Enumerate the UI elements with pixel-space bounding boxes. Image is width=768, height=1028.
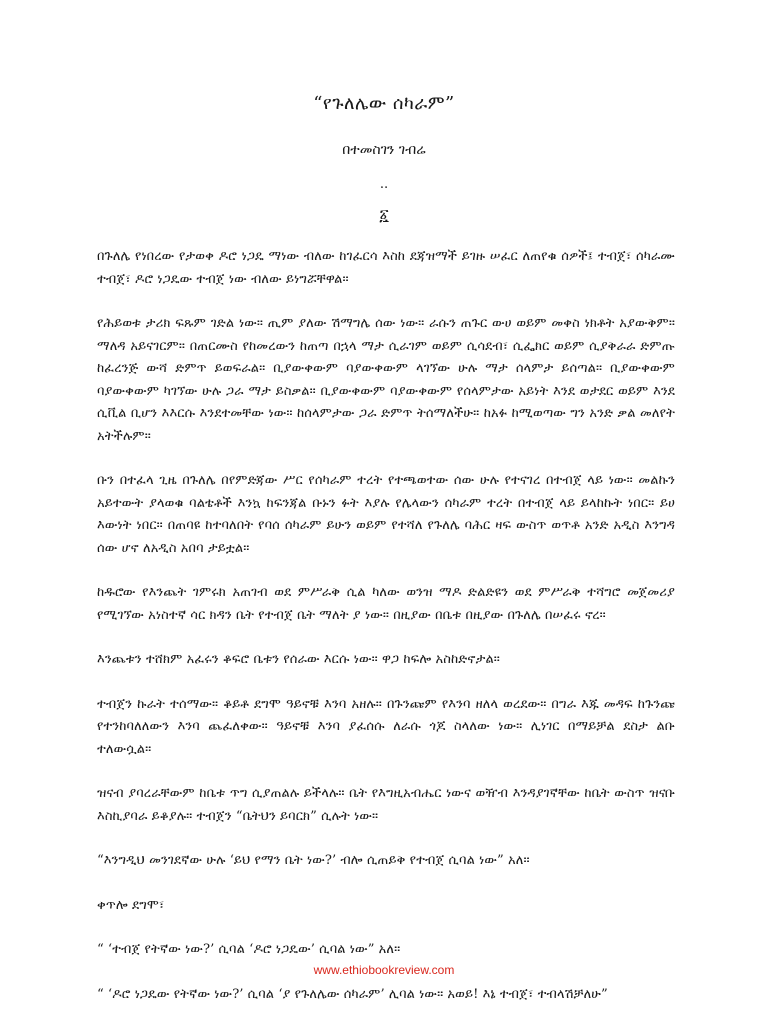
footer-website-link[interactable]: www.ethiobookreview.com	[313, 963, 455, 977]
body-paragraph: ተብጀን ኩራት ተሰማው። ቆይቶ ደግሞ ዓይኖቹ እንባ አዘሉ። በጉንጩም የእንባ ዘለላ ወረደው። በግራ እጁ መዳፍ ከጉንጩ የተንከባለለውን እንባ ጨፈለቀው። ዓይኖቹ እንባ ያፈሰሱ ለራሱ ጎጆ ስላለው ነው። ሊነገር በማይቻል ደስታ ልቡ ተለውሷል።	[97, 696, 675, 757]
body-paragraph: “ ‘ዶሮ ነጋዴው የትኛው ነው?’ ሲባል ‘ያ የጉለሌው ሰካራም’ ሊባል ነው። አወይ! እኔ ተብጀ፣ ተብላሽቻለሁ”	[97, 986, 608, 1002]
body-paragraph: “ ‘ተብጀ የትኛው ነው?’ ሲባል ‘ዶሮ ነጋዴው’ ሲባል ነው” አለ።	[97, 942, 401, 957]
separator-dots: ..	[379, 177, 389, 192]
page-title: “የጉለሌው ሰካራም”	[313, 93, 455, 114]
body-paragraph: ከዱሮው የእንጨት ገምሩክ አጠገብ ወደ ምሥራቅ ሲል ካለው ወንዝ ማዶ ድልድዩን ወደ ምሥራቅ ተሻግሮ መጀመሪያ የሚገኘው አነስተኛ ሳር ክዳን ቤት የተብጀ ቤት ማለት ያ ነው። በዚያው በቤቱ በዚያው በጉለሌ በሠፈሩ ኖረ።	[97, 585, 675, 623]
chapter-number: ፩	[379, 206, 389, 224]
body-paragraph: የሕይወቱ ታሪክ ፍጹም ገድል ነው። ጢም ያለው ሽማግሌ ሰው ነው። ራሱን ጠጉር ውሀ ወይም መቀስ ነክቶት አያውቅም። ማለዳ አይናገርም። በጠርሙስ የከመረውን ከጠጣ በኋላ ማታ ሲራገም ወይም ሲሳደብ፣ ሲፌክር ወይም ሲያቅራራ ድምጡ ከፈረንጅ ውሻ ድምጥ ይወፍራል። ቢያውቀውም ባያውቀውም ላገኘው ሁሉ ማታ ሰላምታ ይሰጣል። ቢያውቀውም ባያውቀውም ካገኘው ሁሉ ጋራ ማታ ይስቃል። ቢያውቀውም ባያውቀውም የሰላምታው አይነት እንደ ወታደር ወይም እንደ ሲቪል ቢሆን እእርሱ እንደተመቸው ነው። ከሰላምታው ጋራ ድምጥ ትሰማለችሁ። ከአፉ ከሚወጣው ግን አንድ ቃል መለየት አትችሉም።	[97, 316, 675, 444]
body-paragraph: እንጨቱን ተሸክም አፈሩን ቆፍሮ ቤቱን የሰራው እርሱ ነው። ዋጋ ከፍሎ አስከድኖታል።	[97, 652, 500, 667]
body-paragraph: “እንግዲህ መንገደኛው ሁሉ ‘ይህ የማን ቤት ነው?’ ብሎ ሲጠይቅ የተብጀ ሲባል ነው” አለ።	[97, 853, 530, 868]
body-paragraph: ዝናብ ያባረራቸውም ከቤቱ ጥግ ሲያጠልሉ ይችላሉ። ቤት የእግዚአብሔር ነውና ወዥብ እንዳያገኛቸው ከቤት ውስጥ ዝናቡ እስኪያባራ ይቆያሉ። ተብጀን “ቤትህን ይባርክ” ሲሉት ነው።	[97, 786, 675, 824]
body-paragraph: ቡን በተፈላ ጊዜ በጉለሌ በየምድጃው ሥር የሰካራም ተረት የተጫወተው ሰው ሁሉ የተናገረ በተብጀ ላይ ነው። መልኩን አይተውት ያላወቁ ባልቴቶች እንኳ ከፍንጃል ቡኑን ፉት እያሉ የሌላውን ሰካራም ተረት በተብጀ ላይ ይላከኩት ነበር። ይሀ እውነት ነበር። በጠባዩ ከተባለበት የባሰ ሰካራም ይሁን ወይም የተሻለ የጉለሌ ባሕር ዛፍ ውስጥ ወጥቶ አንድ አዲስ እንግዳ ሰው ሆኖ ለአዲስ አበባ ታይቷል።	[97, 473, 675, 556]
author-name: በተመስገን ገብሬ	[342, 142, 426, 158]
body-paragraph: ቀጥሎ ደግሞ፣	[97, 897, 165, 913]
body-paragraph: በጉለሌ የነበረው የታወቀ ዶሮ ነጋዴ ማነው ብለው ከገፈርሳ እስከ ደጃዝማች ይገዙ ሠፈር ለጠየቁ ሰዎች፤ ተብጀ፣ ሰካራሙ ተብጀ፣ ዶሮ ነጋዴው ተብጀ ነው ብለው ይነግሯቸዋል።	[97, 249, 675, 287]
document-body	[97, 246, 675, 1028]
